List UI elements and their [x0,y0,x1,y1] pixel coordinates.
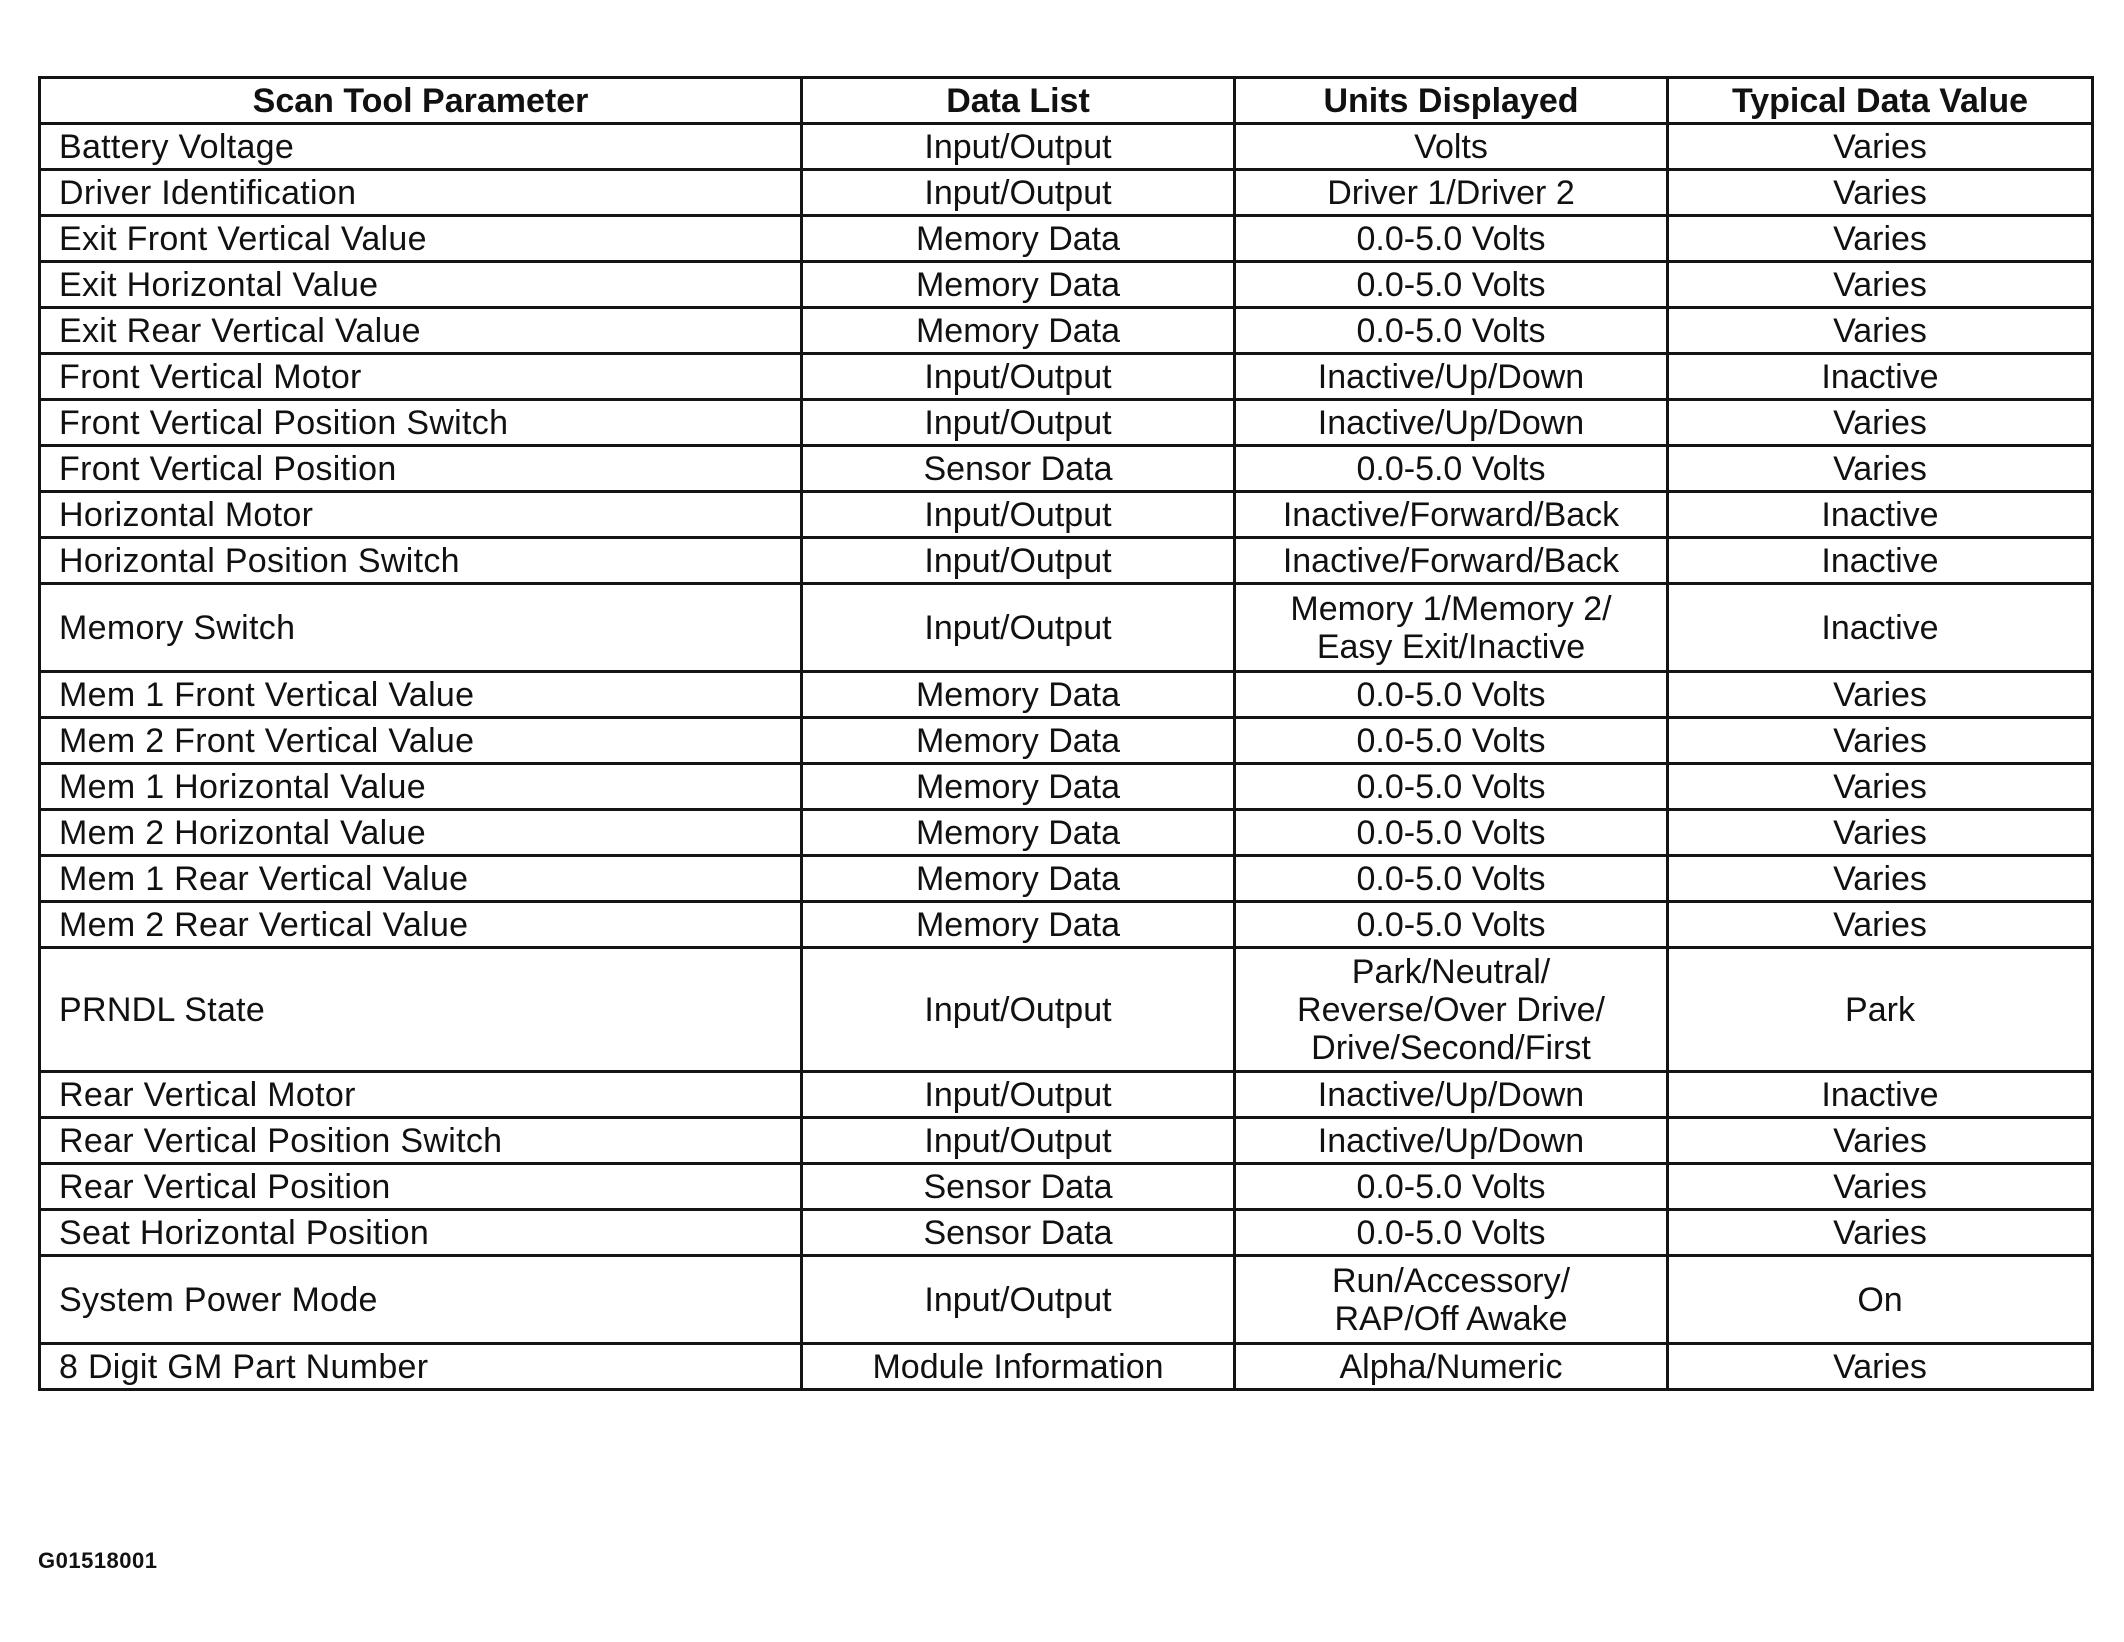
units-cell: Inactive/Up/Down [1235,400,1668,446]
table-row [40,948,2093,1072]
parameter-cell: Mem 1 Rear Vertical Value [40,856,802,902]
table-row [40,170,2093,216]
table-row [40,1256,2093,1344]
parameter-cell: System Power Mode [40,1256,802,1344]
data-list-cell: Memory Data [802,262,1235,308]
data-list-cell: Input/Output [802,584,1235,672]
data-list-cell: Input/Output [802,538,1235,584]
units-cell: Inactive/Forward/Back [1235,538,1668,584]
parameter-cell: Mem 2 Front Vertical Value [40,718,802,764]
table-row [40,764,2093,810]
table-row [40,856,2093,902]
typical-value-cell: Varies [1668,1118,2093,1164]
parameter-cell: Mem 2 Rear Vertical Value [40,902,802,948]
units-cell: 0.0-5.0 Volts [1235,810,1668,856]
units-cell: 0.0-5.0 Volts [1235,216,1668,262]
data-list-cell: Input/Output [802,492,1235,538]
units-cell: Driver 1/Driver 2 [1235,170,1668,216]
table-row [40,1072,2093,1118]
table-row [40,354,2093,400]
typical-value-cell: Inactive [1668,492,2093,538]
typical-value-cell: Inactive [1668,354,2093,400]
data-list-cell: Input/Output [802,170,1235,216]
data-list-cell: Memory Data [802,308,1235,354]
units-cell: Memory 1/Memory 2/ Easy Exit/Inactive [1235,584,1668,672]
table-header-row [40,78,2093,124]
figure-id: G01518001 [38,1548,158,1573]
typical-value-cell: Varies [1668,216,2093,262]
data-list-cell: Input/Output [802,354,1235,400]
data-list-cell: Memory Data [802,718,1235,764]
data-list-cell: Input/Output [802,1072,1235,1118]
table-row [40,1118,2093,1164]
parameter-cell: Memory Switch [40,584,802,672]
typical-value-cell: Inactive [1668,1072,2093,1118]
scan-tool-parameter-table [38,76,2094,1391]
header-typical-data-value: Typical Data Value [1668,78,2093,124]
units-cell: Park/Neutral/ Reverse/Over Drive/ Drive/Second/First [1235,948,1668,1072]
typical-value-cell: Varies [1668,856,2093,902]
typical-value-cell: On [1668,1256,2093,1344]
data-list-cell: Module Information [802,1344,1235,1390]
data-list-cell: Sensor Data [802,446,1235,492]
units-cell: Alpha/Numeric [1235,1344,1668,1390]
table-row [40,538,2093,584]
typical-value-cell: Park [1668,948,2093,1072]
parameter-cell: Front Vertical Position [40,446,802,492]
parameter-cell: Seat Horizontal Position [40,1210,802,1256]
table-row [40,902,2093,948]
data-list-cell: Sensor Data [802,1210,1235,1256]
typical-value-cell: Varies [1668,1344,2093,1390]
parameter-cell: Mem 2 Horizontal Value [40,810,802,856]
table-row [40,1164,2093,1210]
table-row [40,262,2093,308]
units-cell: 0.0-5.0 Volts [1235,672,1668,718]
table-row [40,492,2093,538]
data-list-cell: Input/Output [802,948,1235,1072]
typical-value-cell: Varies [1668,124,2093,170]
units-cell: 0.0-5.0 Volts [1235,1164,1668,1210]
parameter-cell: Rear Vertical Position [40,1164,802,1210]
table-row [40,1344,2093,1390]
data-list-cell: Input/Output [802,124,1235,170]
table-row [40,584,2093,672]
units-cell: 0.0-5.0 Volts [1235,902,1668,948]
parameter-cell: Mem 1 Front Vertical Value [40,672,802,718]
typical-value-cell: Varies [1668,810,2093,856]
table-row [40,308,2093,354]
parameter-cell: Mem 1 Horizontal Value [40,764,802,810]
data-list-cell: Memory Data [802,856,1235,902]
header-data-list: Data List [802,78,1235,124]
parameter-cell: Front Vertical Position Switch [40,400,802,446]
typical-value-cell: Varies [1668,1164,2093,1210]
typical-value-cell: Inactive [1668,584,2093,672]
units-cell: 0.0-5.0 Volts [1235,308,1668,354]
typical-value-cell: Varies [1668,262,2093,308]
typical-value-cell: Varies [1668,1210,2093,1256]
data-list-cell: Memory Data [802,764,1235,810]
typical-value-cell: Varies [1668,902,2093,948]
typical-value-cell: Varies [1668,308,2093,354]
data-list-cell: Memory Data [802,672,1235,718]
typical-value-cell: Inactive [1668,538,2093,584]
data-list-cell: Memory Data [802,216,1235,262]
units-cell: 0.0-5.0 Volts [1235,718,1668,764]
units-cell: 0.0-5.0 Volts [1235,764,1668,810]
data-list-cell: Memory Data [802,902,1235,948]
units-cell: Run/Accessory/ RAP/Off Awake [1235,1256,1668,1344]
parameter-cell: Rear Vertical Motor [40,1072,802,1118]
typical-value-cell: Varies [1668,718,2093,764]
parameter-cell: Horizontal Position Switch [40,538,802,584]
header-scan-tool-parameter: Scan Tool Parameter [40,78,802,124]
parameter-cell: Exit Rear Vertical Value [40,308,802,354]
scan-tool-data-sheet [38,76,2091,1391]
header-units-displayed: Units Displayed [1235,78,1668,124]
parameter-cell: PRNDL State [40,948,802,1072]
table-row [40,672,2093,718]
table-row [40,400,2093,446]
table-row [40,718,2093,764]
data-list-cell: Input/Output [802,1256,1235,1344]
units-cell: 0.0-5.0 Volts [1235,446,1668,492]
units-cell: Volts [1235,124,1668,170]
data-list-cell: Sensor Data [802,1164,1235,1210]
typical-value-cell: Varies [1668,764,2093,810]
table-body [40,124,2093,1390]
parameter-cell: Driver Identification [40,170,802,216]
parameter-cell: Exit Front Vertical Value [40,216,802,262]
typical-value-cell: Varies [1668,170,2093,216]
table-row [40,446,2093,492]
table-row [40,124,2093,170]
units-cell: Inactive/Up/Down [1235,1118,1668,1164]
table-row [40,810,2093,856]
units-cell: Inactive/Up/Down [1235,354,1668,400]
table-row [40,216,2093,262]
data-list-cell: Input/Output [802,1118,1235,1164]
units-cell: 0.0-5.0 Volts [1235,1210,1668,1256]
table-row [40,1210,2093,1256]
parameter-cell: Front Vertical Motor [40,354,802,400]
data-list-cell: Memory Data [802,810,1235,856]
units-cell: 0.0-5.0 Volts [1235,262,1668,308]
typical-value-cell: Varies [1668,446,2093,492]
parameter-cell: 8 Digit GM Part Number [40,1344,802,1390]
data-list-cell: Input/Output [802,400,1235,446]
units-cell: Inactive/Forward/Back [1235,492,1668,538]
parameter-cell: Battery Voltage [40,124,802,170]
typical-value-cell: Varies [1668,672,2093,718]
parameter-cell: Rear Vertical Position Switch [40,1118,802,1164]
units-cell: Inactive/Up/Down [1235,1072,1668,1118]
typical-value-cell: Varies [1668,400,2093,446]
parameter-cell: Horizontal Motor [40,492,802,538]
parameter-cell: Exit Horizontal Value [40,262,802,308]
units-cell: 0.0-5.0 Volts [1235,856,1668,902]
